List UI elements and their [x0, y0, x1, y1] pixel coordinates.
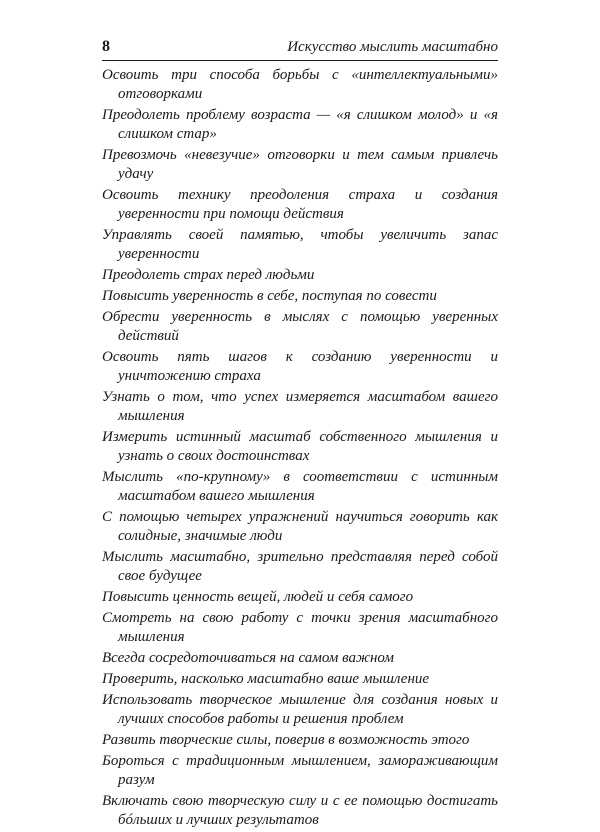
toc-entry: С помощью четырех упражнений научиться говорить как солидные, значимые люди — [102, 509, 498, 544]
toc-entry: Повысить уверенность в себе, поступая по совести — [102, 288, 437, 304]
toc-list — [102, 66, 498, 832]
toc-entry: Освоить три способа борьбы с «интеллектуальными» отговорками — [102, 67, 498, 102]
toc-entry: Измерить истинный масштаб собственного мышления и узнать о своих достоинствах — [102, 429, 498, 464]
toc-entry: Освоить технику преодоления страха и создания уверенности при помощи действия — [102, 187, 498, 222]
toc-entry: Включать свою творческую силу и с ее помощью достигать бóльших и лучших результатов — [102, 793, 498, 828]
toc-entry: Смотреть на свою работу с точки зрения масштабного мышления — [102, 610, 498, 645]
toc-entry: Узнать о том, что успех измеряется масштабом вашего мышления — [102, 389, 498, 424]
toc-entry: Мыслить масштабно, зрительно представляя перед собой свое будущее — [102, 549, 498, 584]
toc-entry: Всегда сосредоточиваться на самом важном — [102, 650, 394, 666]
toc-entry: Использовать творческое мышление для создания новых и лучших способов работы и решения проблем — [102, 692, 498, 727]
page-header — [102, 36, 498, 61]
toc-entry: Преодолеть страх перед людьми — [102, 267, 315, 283]
toc-entry: Управлять своей памятью, чтобы увеличить запас уверенности — [102, 227, 498, 262]
toc-entry: Повысить ценность вещей, людей и себя самого — [102, 589, 414, 605]
toc-entry: Бороться с традиционным мышлением, замораживающим разум — [102, 753, 498, 788]
toc-entry: Мыслить «по-крупному» в соответствии с истинным масштабом вашего мышления — [102, 469, 498, 504]
toc-entry: Обрести уверенность в мыслях с помощью уверенных действий — [102, 309, 498, 344]
toc-entry: Развить творческие силы, поверив в возможность этого — [102, 732, 470, 748]
page-number: 8 — [102, 38, 110, 55]
running-title: Искусство мыслить масштабно — [287, 39, 498, 55]
toc-entry: Превозмочь «невезучие» отговорки и тем самым привлечь удачу — [102, 147, 498, 182]
toc-entry: Преодолеть проблему возраста — «я слишком молод» и «я слишком стар» — [102, 107, 498, 142]
toc-entry: Освоить пять шагов к созданию уверенности и уничтожению страха — [102, 349, 498, 384]
toc-entry: Проверить, насколько масштабно ваше мышление — [102, 671, 430, 687]
